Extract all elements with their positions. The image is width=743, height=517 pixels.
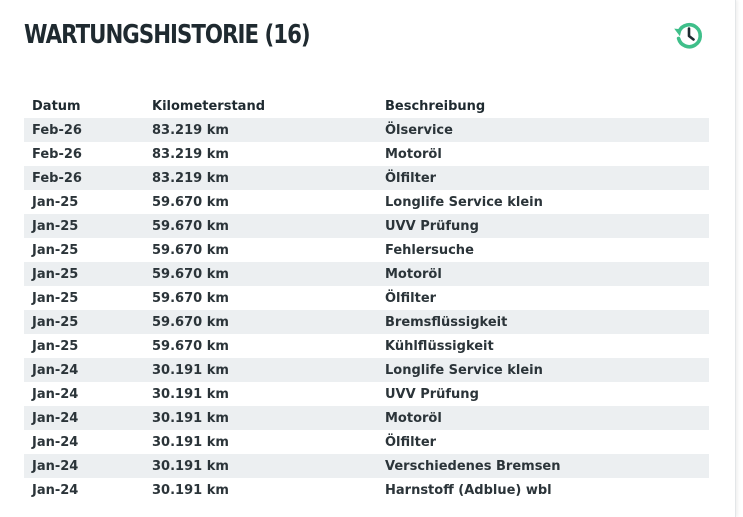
table-row[interactable] xyxy=(24,166,709,190)
date-cell: Jan-24 xyxy=(24,358,144,382)
date-cell: Feb-26 xyxy=(32,146,82,162)
date-cell: Jan-24 xyxy=(32,482,79,498)
table-row[interactable] xyxy=(24,238,709,262)
column-header-mileage[interactable]: Kilometerstand xyxy=(152,98,266,114)
mileage-cell: 83.219 km xyxy=(144,118,377,142)
description-cell: Longlife Service klein xyxy=(385,194,543,210)
mileage-cell: 30.191 km xyxy=(144,406,377,430)
date-cell: Jan-25 xyxy=(24,214,144,238)
mileage-cell: 30.191 km xyxy=(152,386,229,402)
mileage-cell: 59.670 km xyxy=(144,310,377,334)
table-row[interactable] xyxy=(24,430,709,454)
date-cell: Feb-26 xyxy=(24,166,144,190)
date-cell: Jan-24 xyxy=(32,434,79,450)
table-row[interactable] xyxy=(24,286,709,310)
description-cell: Bremsflüssigkeit xyxy=(377,310,709,334)
table-row[interactable] xyxy=(24,214,709,238)
maintenance-table xyxy=(24,94,709,502)
description-cell: Motoröl xyxy=(385,146,442,162)
table-row[interactable] xyxy=(24,118,709,142)
table-row[interactable] xyxy=(24,478,709,502)
table-row[interactable] xyxy=(24,454,709,478)
description-cell: Kühlflüssigkeit xyxy=(385,338,494,354)
table-row[interactable] xyxy=(24,358,709,382)
mileage-cell: 30.191 km xyxy=(144,454,377,478)
mileage-cell: 59.670 km xyxy=(152,194,229,210)
column-header-date[interactable]: Datum xyxy=(32,98,81,114)
mileage-cell: 59.670 km xyxy=(152,290,229,306)
date-cell: Jan-24 xyxy=(24,406,144,430)
description-cell: UVV Prüfung xyxy=(377,214,709,238)
table-row[interactable] xyxy=(24,190,709,214)
mileage-cell: 59.670 km xyxy=(152,338,229,354)
description-cell: Harnstoff (Adblue) wbl xyxy=(385,482,552,498)
mileage-cell: 30.191 km xyxy=(152,434,229,450)
description-cell: Longlife Service klein xyxy=(377,358,709,382)
mileage-cell: 30.191 km xyxy=(144,358,377,382)
description-cell: Ölfilter xyxy=(385,434,437,450)
mileage-cell: 83.219 km xyxy=(144,166,377,190)
date-cell: Jan-25 xyxy=(24,262,144,286)
description-cell: Ölservice xyxy=(377,118,709,142)
description-cell: UVV Prüfung xyxy=(385,386,479,402)
table-row[interactable] xyxy=(24,142,709,166)
column-header-description[interactable]: Beschreibung xyxy=(385,98,486,114)
mileage-cell: 59.670 km xyxy=(144,214,377,238)
history-clock-icon xyxy=(671,17,707,53)
description-cell: Motoröl xyxy=(377,262,709,286)
date-cell: Jan-24 xyxy=(24,454,144,478)
page-title: WARTUNGSHISTORIE (16) xyxy=(24,20,310,50)
description-cell: Ölfilter xyxy=(385,290,437,306)
date-cell: Jan-25 xyxy=(32,338,79,354)
mileage-cell: 59.670 km xyxy=(144,262,377,286)
table-row[interactable] xyxy=(24,262,709,286)
table-header-row xyxy=(24,94,709,118)
date-cell: Jan-25 xyxy=(32,290,79,306)
table-row[interactable] xyxy=(24,406,709,430)
date-cell: Jan-25 xyxy=(32,242,79,258)
table-row[interactable] xyxy=(24,382,709,406)
description-cell: Fehlersuche xyxy=(385,242,474,258)
date-cell: Feb-26 xyxy=(24,118,144,142)
mileage-cell: 59.670 km xyxy=(152,242,229,258)
history-button[interactable] xyxy=(671,17,707,53)
mileage-cell: 83.219 km xyxy=(152,146,229,162)
table-row[interactable] xyxy=(24,310,709,334)
date-cell: Jan-25 xyxy=(24,310,144,334)
date-cell: Jan-25 xyxy=(32,194,79,210)
table-row[interactable] xyxy=(24,334,709,358)
description-cell: Ölfilter xyxy=(377,166,709,190)
description-cell: Verschiedenes Bremsen xyxy=(377,454,709,478)
date-cell: Jan-24 xyxy=(32,386,79,402)
mileage-cell: 30.191 km xyxy=(152,482,229,498)
description-cell: Motoröl xyxy=(377,406,709,430)
